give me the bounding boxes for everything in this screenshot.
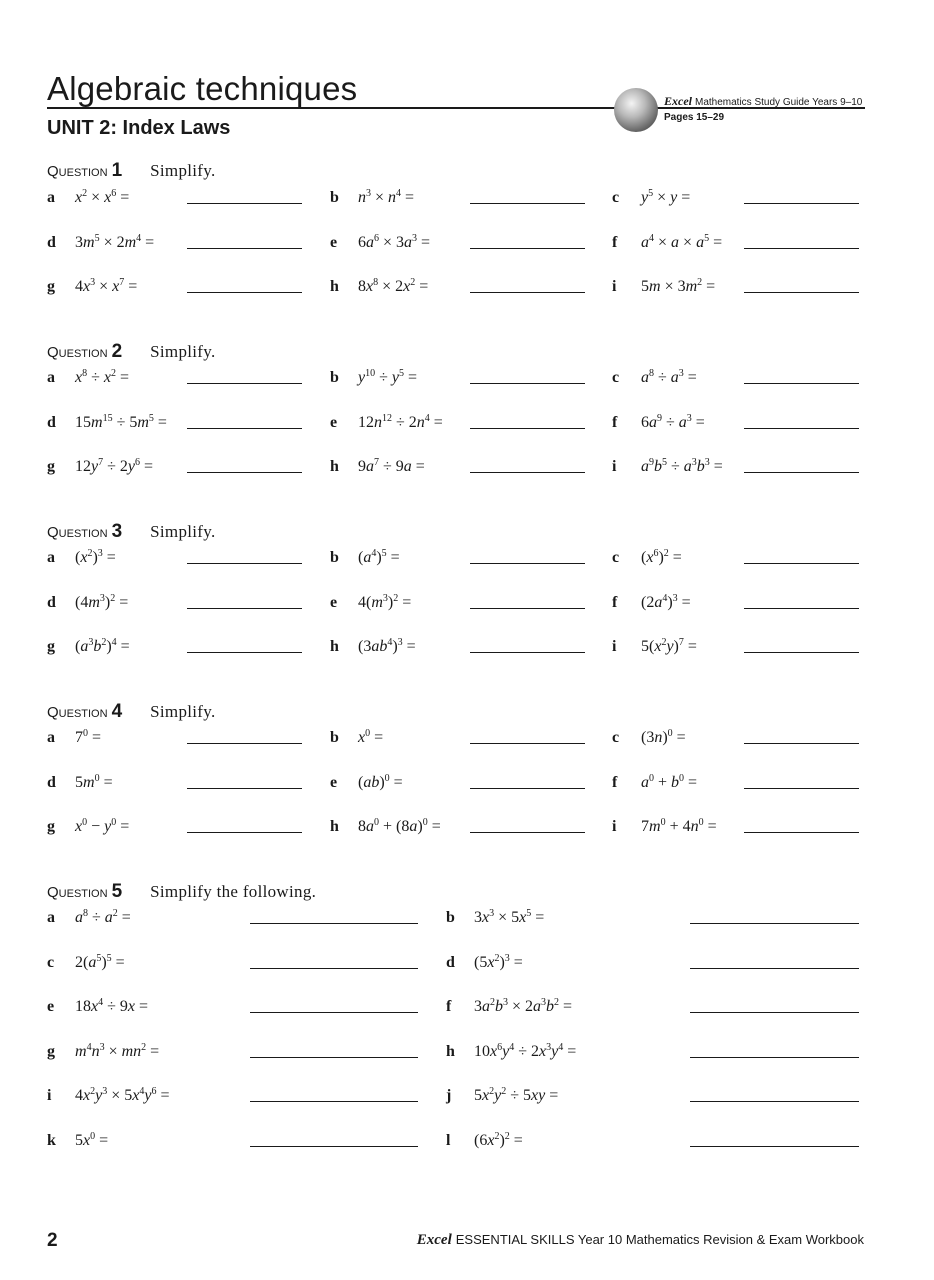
answer-line[interactable]	[470, 743, 585, 744]
item-letter: e	[47, 998, 55, 1015]
item-expression: $5m \times 3m^2$ =	[641, 277, 716, 295]
item-letter: h	[446, 1042, 455, 1060]
footer	[417, 1232, 864, 1249]
study-guide-reference	[664, 94, 862, 109]
question-heading	[47, 701, 216, 723]
item-letter: g	[47, 1042, 55, 1060]
question-heading	[47, 341, 216, 363]
item-letter: d	[47, 233, 56, 251]
item-letter: k	[47, 1131, 56, 1149]
item-letter: l	[446, 1131, 451, 1149]
disc-icon	[614, 88, 658, 132]
item-expression: $7m^0 + 4n^0$ =	[641, 817, 717, 835]
answer-line[interactable]	[250, 923, 418, 924]
footer-text: ESSENTIAL SKILLS Year 10 Mathematics Revision & Exam Workbook	[455, 1232, 864, 1247]
question-heading	[47, 881, 316, 903]
item-expression: $7^0$ =	[75, 728, 102, 746]
item-expression: $15m^{15} \div 5m^5$ =	[75, 412, 167, 431]
item-letter: b	[330, 189, 339, 206]
item-expression: $5(x^2y)^7$ =	[641, 637, 697, 655]
answer-line[interactable]	[470, 563, 585, 564]
item-letter: c	[612, 369, 620, 386]
item-letter: h	[330, 818, 339, 835]
item-expression: $(2a^4)^3$ =	[641, 592, 691, 611]
answer-line[interactable]	[250, 1012, 418, 1013]
item-letter: a	[47, 909, 55, 926]
answer-line[interactable]	[187, 428, 302, 429]
item-letter: a	[47, 189, 55, 206]
answer-line[interactable]	[250, 1101, 418, 1102]
item-letter: g	[47, 818, 55, 835]
question-heading	[47, 160, 216, 182]
answer-line[interactable]	[744, 652, 859, 653]
answer-line[interactable]	[187, 743, 302, 744]
item-expression: $m^4n^3 \times mn^2$ =	[75, 1041, 160, 1060]
item-letter: b	[330, 369, 339, 386]
answer-line[interactable]	[744, 563, 859, 564]
item-expression: $6a^6 \times 3a^3$ =	[358, 232, 431, 251]
item-letter: f	[612, 593, 618, 611]
item-letter: f	[446, 998, 452, 1015]
item-expression: $x^2 \times x^6$ =	[75, 188, 130, 206]
answer-line[interactable]	[744, 428, 859, 429]
footer-brand: Excel	[416, 1232, 452, 1248]
item-letter: j	[446, 1087, 452, 1104]
item-letter: f	[612, 413, 618, 431]
item-expression: $a^0 + b^0$ =	[641, 772, 698, 791]
item-letter: a	[47, 369, 55, 386]
item-expression: $(a^3b^2)^4$ =	[75, 637, 130, 655]
item-letter: e	[330, 413, 338, 431]
item-expression: $12n^{12} \div 2n^4$ =	[358, 412, 443, 431]
item-letter: h	[330, 458, 339, 475]
item-expression: $5x^2y^2 \div 5xy$ =	[474, 1086, 559, 1104]
item-letter: d	[446, 953, 455, 971]
answer-line[interactable]	[250, 1146, 418, 1147]
item-letter: d	[47, 413, 56, 431]
answer-line[interactable]	[187, 203, 302, 204]
answer-line[interactable]	[744, 832, 859, 833]
answer-line[interactable]	[690, 968, 859, 969]
item-expression: $x^8 \div x^2$ =	[75, 368, 130, 386]
answer-line[interactable]	[470, 428, 585, 429]
question-word: Question	[47, 704, 108, 721]
item-expression: $a^8 \div a^3$ =	[641, 368, 697, 386]
answer-line[interactable]	[187, 788, 302, 789]
answer-line[interactable]	[744, 608, 859, 609]
question-word: Question	[47, 524, 108, 541]
answer-line[interactable]	[470, 472, 585, 473]
item-letter: h	[330, 278, 339, 295]
item-expression: (ab)$^0$ =	[358, 772, 403, 791]
item-expression: $2(a^5)^5$ =	[75, 952, 125, 971]
item-letter: g	[47, 638, 55, 655]
item-expression: $5m^0$ =	[75, 772, 113, 791]
item-expression: $a^4 \times a \times a^5$ =	[641, 232, 723, 251]
answer-line[interactable]	[470, 608, 585, 609]
item-expression: $x^0$ =	[358, 728, 384, 746]
answer-line[interactable]	[470, 788, 585, 789]
answer-line[interactable]	[187, 472, 302, 473]
item-expression: $10x^6y^4 \div 2x^3y^4$ =	[474, 1041, 577, 1060]
reference-brand: Excel	[664, 94, 692, 108]
answer-line[interactable]	[744, 248, 859, 249]
answer-line[interactable]	[690, 1101, 859, 1102]
answer-line[interactable]	[187, 652, 302, 653]
question-instruction: Simplify.	[150, 161, 216, 180]
answer-line[interactable]	[470, 203, 585, 204]
item-expression: $(x^6)^2$ =	[641, 548, 682, 566]
answer-line[interactable]	[187, 292, 302, 293]
answer-line[interactable]	[690, 1057, 859, 1058]
item-expression: $(6x^2)^2$ =	[474, 1130, 523, 1149]
item-expression: $(3n)^0$ =	[641, 728, 686, 746]
item-letter: c	[612, 189, 620, 206]
item-expression: $8a^0 + (8a)^0$ =	[358, 817, 441, 835]
question-number: 2	[111, 341, 123, 362]
item-letter: f	[612, 233, 618, 251]
item-letter: i	[612, 458, 617, 475]
reference-pages: Pages 15–29	[664, 112, 725, 123]
item-expression: $4x^3 \times x^7$ =	[75, 277, 138, 295]
answer-line[interactable]	[690, 1146, 859, 1147]
item-expression: $3m^5 \times 2m^4$ =	[75, 232, 155, 251]
item-expression: $6a^9 \div a^3$ =	[641, 412, 705, 431]
question-instruction: Simplify the following.	[150, 882, 317, 901]
item-expression: $(4m^3)^2$ =	[75, 592, 129, 611]
item-letter: b	[330, 549, 339, 566]
page-title: Algebraic techniques	[47, 70, 358, 107]
answer-line[interactable]	[187, 832, 302, 833]
answer-line[interactable]	[470, 292, 585, 293]
question-word: Question	[47, 344, 108, 361]
question-word: Question	[47, 163, 108, 180]
item-letter: g	[47, 458, 55, 475]
answer-line[interactable]	[744, 383, 859, 384]
item-letter: e	[330, 773, 338, 791]
page-number: 2	[47, 1230, 58, 1251]
question-number: 4	[111, 701, 123, 722]
item-expression: $8x^8 \times 2x^2$ =	[358, 277, 429, 295]
question-instruction: Simplify.	[150, 342, 216, 361]
answer-line[interactable]	[250, 1057, 418, 1058]
answer-line[interactable]	[187, 608, 302, 609]
answer-line[interactable]	[744, 472, 859, 473]
item-expression: $12y^7 \div 2y^6$ =	[75, 457, 154, 475]
item-letter: f	[612, 773, 618, 791]
item-expression: $(a^4)^5$ =	[358, 548, 400, 566]
question-word: Question	[47, 884, 108, 901]
item-expression: $n^3 \times n^4$ =	[358, 188, 415, 206]
item-letter: g	[47, 278, 55, 295]
item-letter: i	[47, 1087, 52, 1104]
item-letter: a	[47, 729, 55, 746]
question-number: 1	[111, 160, 123, 181]
item-expression: $a^9b^5 \div a^3b^3$ =	[641, 457, 723, 475]
item-expression: $4(m^3)^2$ =	[358, 592, 412, 611]
item-expression: $(5x^2)^3$ =	[474, 952, 523, 971]
item-expression: $4x^2y^3 \times 5x^4y^6$ =	[75, 1086, 170, 1104]
item-expression: $(x^2)^3$ =	[75, 548, 116, 566]
item-letter: i	[612, 278, 617, 295]
answer-line[interactable]	[250, 968, 418, 969]
answer-line[interactable]	[470, 832, 585, 833]
item-expression: $5x^0$ =	[75, 1130, 109, 1149]
answer-line[interactable]	[744, 203, 859, 204]
item-expression: $18x^4 \div 9x$ =	[75, 997, 149, 1015]
answer-line[interactable]	[187, 563, 302, 564]
item-letter: a	[47, 549, 55, 566]
answer-line[interactable]	[744, 788, 859, 789]
item-letter: i	[612, 638, 617, 655]
item-letter: d	[47, 593, 56, 611]
item-letter: h	[330, 638, 339, 655]
item-expression: $3a^2b^3 \times 2a^3b^2$ =	[474, 997, 573, 1015]
answer-line[interactable]	[744, 743, 859, 744]
item-expression: $x^0 - y^0$ =	[75, 817, 130, 835]
item-expression: $9a^7 \div 9a$ =	[358, 457, 425, 475]
item-expression: $3x^3 \times 5x^5$ =	[474, 908, 545, 926]
item-letter: i	[612, 818, 617, 835]
item-letter: c	[47, 953, 55, 971]
answer-line[interactable]	[187, 248, 302, 249]
question-instruction: Simplify.	[150, 702, 216, 721]
unit-heading: UNIT 2: Index Laws	[47, 117, 231, 139]
reference-text: Mathematics Study Guide Years 9–10	[695, 97, 863, 108]
item-letter: b	[446, 909, 455, 926]
question-number: 5	[111, 881, 123, 902]
answer-line[interactable]	[187, 383, 302, 384]
question-instruction: Simplify.	[150, 522, 216, 541]
answer-line[interactable]	[470, 652, 585, 653]
item-letter: e	[330, 593, 338, 611]
item-expression: $y^{10} \div y^5$ =	[358, 368, 418, 386]
answer-line[interactable]	[690, 923, 859, 924]
answer-line[interactable]	[470, 248, 585, 249]
question-heading	[47, 521, 216, 543]
item-letter: d	[47, 773, 56, 791]
answer-line[interactable]	[690, 1012, 859, 1013]
answer-line[interactable]	[470, 383, 585, 384]
question-number: 3	[111, 521, 123, 542]
item-letter: c	[612, 549, 620, 566]
item-letter: e	[330, 233, 338, 251]
item-expression: $y^5 \times y$ =	[641, 188, 691, 206]
item-letter: c	[612, 729, 620, 746]
item-expression: $a^8 \div a^2$ =	[75, 908, 131, 926]
item-letter: b	[330, 729, 339, 746]
item-expression: $(3ab^4)^3$ =	[358, 637, 416, 655]
answer-line[interactable]	[744, 292, 859, 293]
